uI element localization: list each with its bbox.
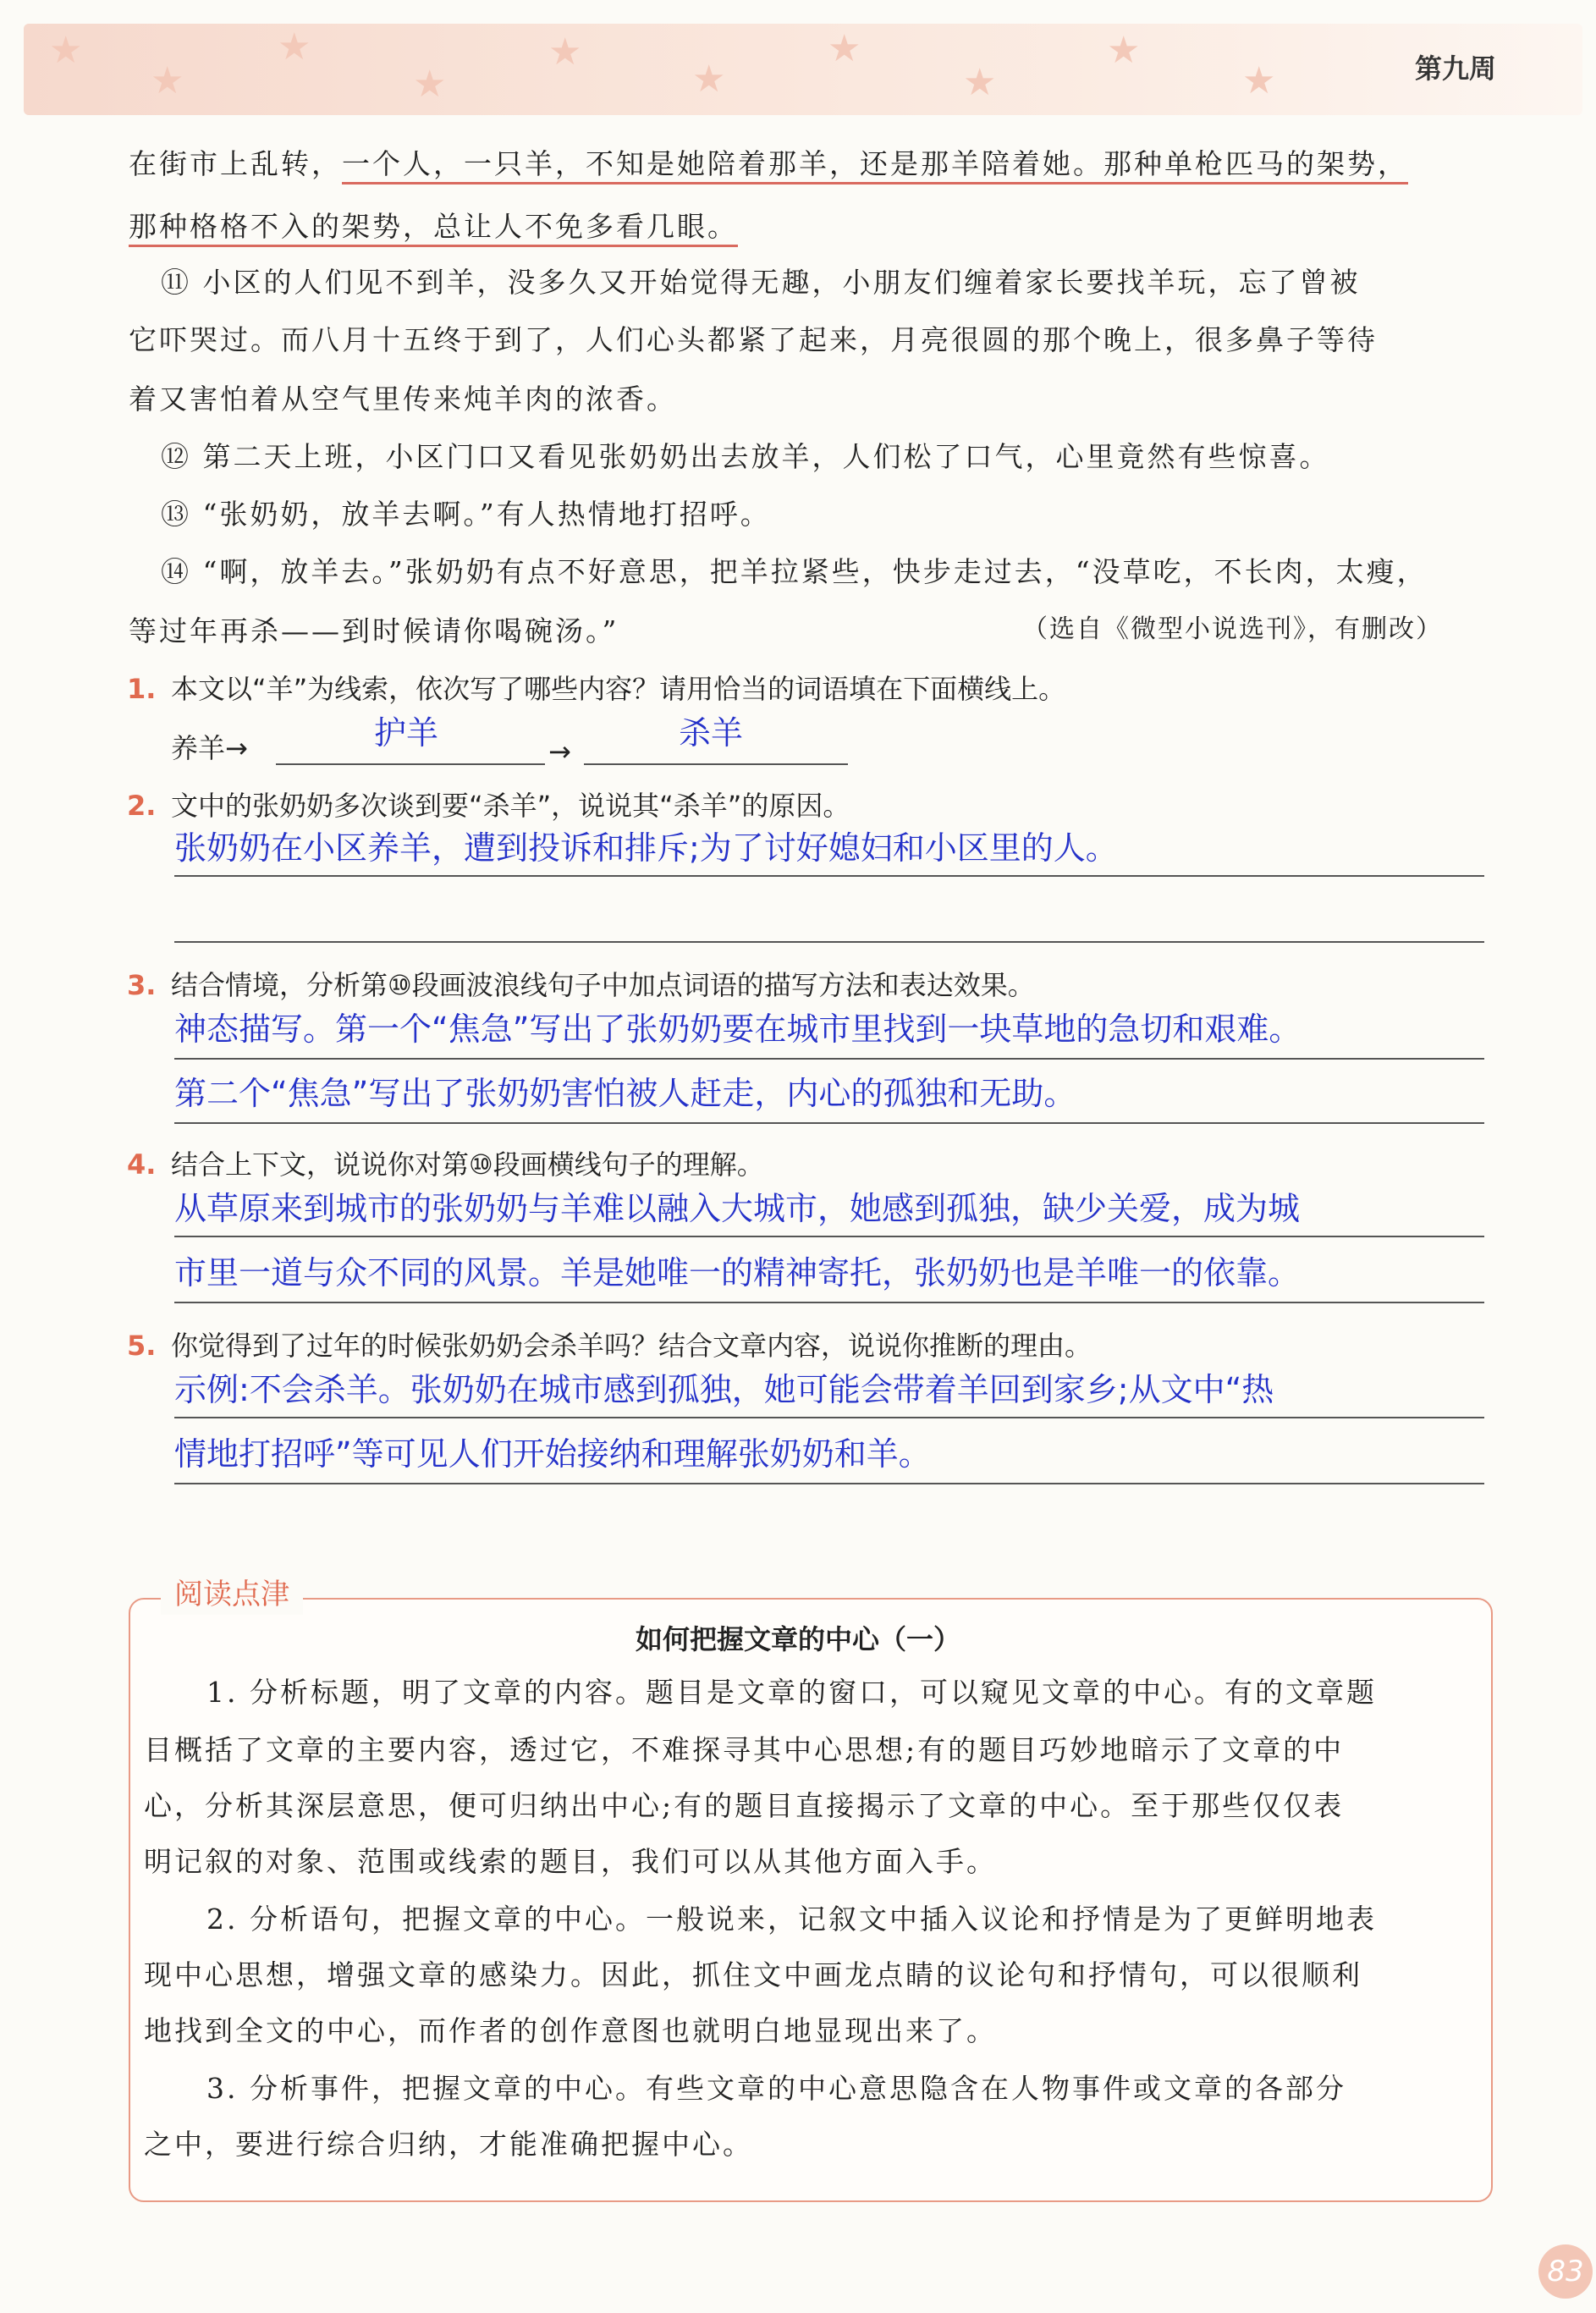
answer-text: 张奶奶在小区养羊，遭到投诉和排斥;为了讨好媳妇和小区里的人。 xyxy=(174,829,1118,867)
answer-line xyxy=(174,941,1484,943)
star-icon: ★ xyxy=(49,29,83,72)
passage-line: ⑫ 第二天上班，小区门口又看见张奶奶出去放羊，人们松了口气，心里竟然有些惊喜。 xyxy=(161,440,1330,473)
question-number: 4. xyxy=(127,1148,157,1181)
tips-line: 目概括了文章的主要内容，透过它，不难探寻其中心思想;有的题目巧妙地暗示了文章的中 xyxy=(144,1733,1345,1766)
tips-line: 1. 分析标题，明了文章的内容。题目是文章的窗口，可以窥见文章的中心。有的文章题 xyxy=(206,1676,1377,1709)
underlined-sentence: 一个人，一只羊，不知是她陪着那羊，还是那羊陪着她。那种单枪匹马的架势， xyxy=(342,147,1408,184)
question-number: 3. xyxy=(127,969,157,1001)
q1-line-1 xyxy=(276,763,545,765)
answer-line xyxy=(174,1236,1484,1237)
star-icon: ★ xyxy=(963,61,997,104)
tips-line: 地找到全文的中心，而作者的创作意图也就明白地显现出来了。 xyxy=(144,2014,997,2047)
answer-text: 从草原来到城市的张奶奶与羊难以融入大城市，她感到孤独，缺少关爱，成为城 xyxy=(174,1190,1301,1227)
question-number: 2. xyxy=(127,790,157,822)
header-banner xyxy=(24,24,1582,115)
star-icon: ★ xyxy=(1242,59,1276,102)
tips-line: 之中，要进行综合归纳，才能准确把握中心。 xyxy=(144,2128,753,2161)
passage-line: ⑬ “张奶奶，放羊去啊。”有人热情地打招呼。 xyxy=(161,498,771,531)
question-number: 1. xyxy=(127,673,157,705)
answer-text: 情地打招呼”等可见人们开始接纳和理解张奶奶和羊。 xyxy=(174,1435,931,1473)
passage-line: 在街市上乱转，一个人，一只羊，不知是她陪着那羊，还是那羊陪着她。那种单枪匹马的架势， xyxy=(129,146,1408,183)
q1-blank-2: 杀羊 xyxy=(679,714,744,752)
passage-line: ⑪ 小区的人们见不到羊，没多久又开始觉得无趣，小朋友们缠着家长要找羊玩，忘了曾被 xyxy=(161,266,1361,299)
star-icon: ★ xyxy=(151,59,184,102)
q1-line-2 xyxy=(584,763,848,765)
q1-start-word: 养羊→ xyxy=(171,732,248,764)
passage-line: 着又害怕着从空气里传来炖羊肉的浓香。 xyxy=(129,383,677,416)
answer-line xyxy=(174,1483,1484,1484)
tips-line: 明记叙的对象、范围或线索的题目，我们可以从其他方面入手。 xyxy=(144,1845,997,1878)
passage-source: （选自《微型小说选刊》，有删改） xyxy=(1022,614,1443,644)
arrow-icon: → xyxy=(548,735,571,768)
tips-line: 心，分析其深层意思，便可归纳出中心;有的题目直接揭示了文章的中心。至于那些仅仅表 xyxy=(144,1789,1345,1822)
question-text: 本文以“羊”为线索，依次写了哪些内容？请用恰当的词语填在下面横线上。 xyxy=(171,673,1066,705)
answer-line xyxy=(174,875,1484,877)
week-label: 第九周 xyxy=(1414,52,1496,85)
question-text: 结合情境，分析第⑩段画波浪线句子中加点词语的描写方法和表达效果。 xyxy=(171,969,1035,1001)
answer-line xyxy=(174,1122,1484,1124)
passage-line: ⑭ “啊，放羊去。”张奶奶有点不好意思，把羊拉紧些，快步走过去，“没草吃，不长肉，太瘦， xyxy=(161,555,1428,588)
star-icon: ★ xyxy=(1107,29,1141,72)
answer-text: 示例:不会杀羊。张奶奶在城市感到孤独，她可能会带着羊回到家乡;从文中“热 xyxy=(174,1371,1274,1408)
reading-tips-title: 如何把握文章的中心（一） xyxy=(635,1623,960,1655)
star-icon: ★ xyxy=(548,30,582,74)
passage-line: 等过年再杀——到时候请你喝碗汤。” xyxy=(129,614,619,647)
star-icon: ★ xyxy=(278,25,311,69)
page-number: 83 xyxy=(1538,2244,1593,2299)
answer-text: 市里一道与众不同的风景。羊是她唯一的精神寄托，张奶奶也是羊唯一的依靠。 xyxy=(174,1254,1301,1291)
answer-line xyxy=(174,1417,1484,1418)
answer-line xyxy=(174,1058,1484,1060)
answer-text: 第二个“焦急”写出了张奶奶害怕被人赶走，内心的孤独和无助。 xyxy=(174,1075,1076,1112)
star-icon: ★ xyxy=(413,63,447,106)
passage-line: 它吓哭过。而八月十五终于到了，人们心头都紧了起来，月亮很圆的那个晚上，很多鼻子等待 xyxy=(129,323,1378,356)
q1-blank-1: 护羊 xyxy=(374,714,439,752)
answer-text: 神态描写。第一个“焦急”写出了张奶奶要在城市里找到一块草地的急切和艰难。 xyxy=(174,1011,1302,1048)
arrow-icon: → xyxy=(225,732,248,764)
tips-line: 3. 分析事件，把握文章的中心。有些文章的中心意思隐含在人物事件或文章的各部分 xyxy=(206,2072,1346,2105)
question-text: 你觉得到了过年的时候张奶奶会杀羊吗？结合文章内容，说说你推断的理由。 xyxy=(171,1330,1092,1362)
reading-tips-label: 阅读点津 xyxy=(161,1574,303,1615)
star-icon: ★ xyxy=(828,27,861,70)
question-text: 文中的张奶奶多次谈到要“杀羊”，说说其“杀羊”的原因。 xyxy=(171,790,850,822)
tips-line: 2. 分析语句，把握文章的中心。一般说来，记叙文中插入议论和抒情是为了更鲜明地表 xyxy=(206,1903,1377,1936)
star-icon: ★ xyxy=(692,58,726,101)
question-text: 结合上下文，说说你对第⑩段画横线句子的理解。 xyxy=(171,1148,764,1181)
underlined-sentence: 那种格格不入的架势，总让人不免多看几眼。 xyxy=(129,210,738,247)
passage-line xyxy=(129,208,738,245)
answer-line xyxy=(174,1302,1484,1303)
tips-line: 现中心思想，增强文章的感染力。因此，抓住文中画龙点睛的议论句和抒情句，可以很顺利 xyxy=(144,1958,1362,1991)
question-number: 5. xyxy=(127,1330,157,1362)
